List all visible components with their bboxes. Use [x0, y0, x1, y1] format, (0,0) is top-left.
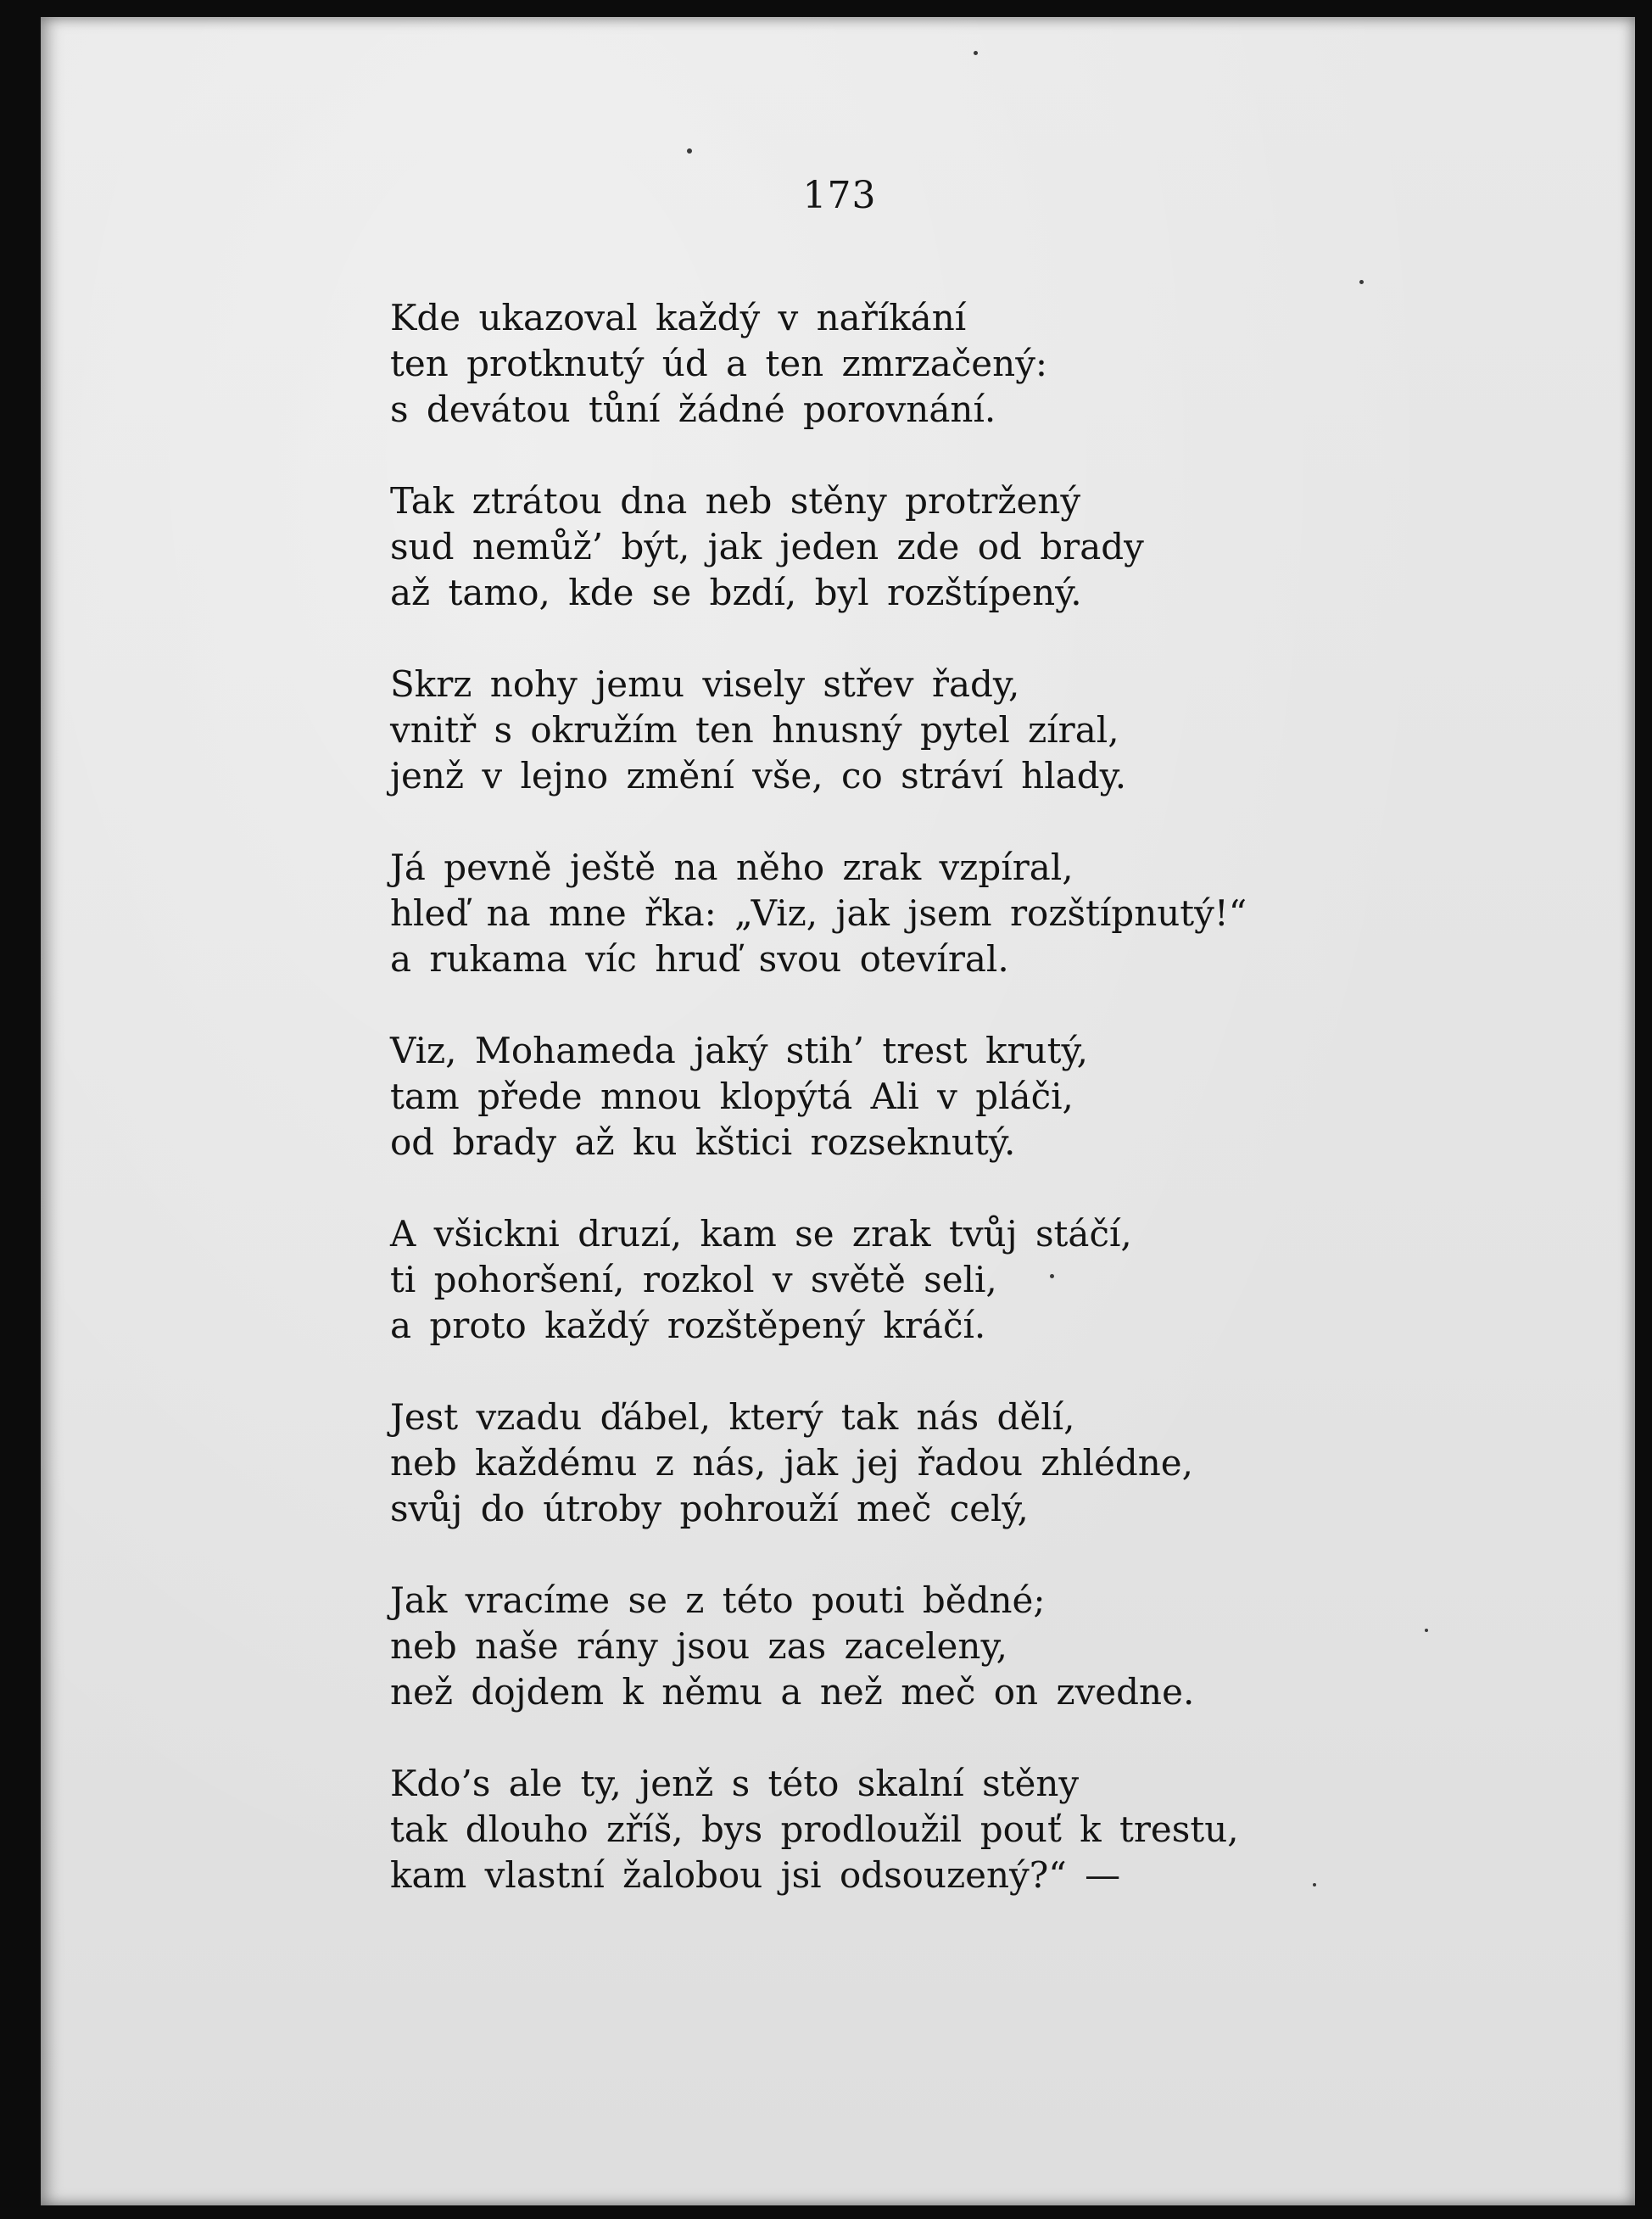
verse-line: ten protknutý úd a ten zmrzačený: — [390, 343, 1048, 384]
verse-line: s devátou tůní žádné porovnání. — [390, 388, 996, 430]
verse-line: Kdo’s ale ty, jenž s této skalní stěny — [390, 1763, 1080, 1804]
stanza — [390, 1395, 1594, 1532]
poem-text — [390, 295, 1594, 1898]
verse-line: Tak ztrátou dna neb stěny protržený — [390, 480, 1081, 522]
stanza — [390, 662, 1594, 799]
stanza — [390, 295, 1594, 433]
print-speck — [687, 148, 692, 154]
verse-line: tam přede mnou klopýtá Ali v pláči, — [390, 1076, 1074, 1117]
verse-line: a rukama víc hruď svou otevíral. — [390, 938, 1009, 980]
verse-line: až tamo, kde se bzdí, byl rozštípený. — [390, 572, 1082, 613]
page-number: 173 — [802, 174, 877, 217]
verse-line: jenž v lejno změní vše, co stráví hlady. — [390, 755, 1127, 796]
stanza — [390, 1211, 1594, 1349]
verse-line: neb každému z nás, jak jej řadou zhlédne, — [390, 1442, 1193, 1484]
verse-line: svůj do útroby pohrouží meč celý, — [390, 1488, 1029, 1529]
stanza — [390, 1578, 1594, 1715]
verse-line: sud nemůž’ být, jak jeden zde od brady — [390, 526, 1144, 567]
verse-line: ti pohoršení, rozkol v světě seli, — [390, 1259, 997, 1300]
verse-line: Jak vracíme se z této pouti bědné; — [390, 1579, 1046, 1621]
verse-line: A všickni druzí, kam se zrak tvůj stáčí, — [390, 1213, 1132, 1255]
verse-line: než dojdem k němu a než meč on zvedne. — [390, 1671, 1195, 1713]
verse-line: tak dlouho zříš, bys prodloužil pouť k trestu, — [390, 1808, 1239, 1850]
verse-line: neb naše rány jsou zas zaceleny, — [390, 1625, 1007, 1667]
verse-line: kam vlastní žalobou jsi odsouzený?“ — — [390, 1854, 1121, 1896]
verse-line: Kde ukazoval každý v naříkání — [390, 297, 967, 338]
print-speck — [974, 51, 978, 55]
print-speck — [1359, 280, 1364, 284]
stanza — [390, 1761, 1594, 1898]
verse-line: Já pevně ještě na něho zrak vzpíral, — [390, 847, 1074, 888]
verse-line: hleď na mne řka: „Viz, jak jsem rozštípnutý!“ — [390, 892, 1247, 934]
verse-line: a proto každý rozštěpený kráčí. — [390, 1305, 986, 1346]
stanza — [390, 478, 1594, 616]
stanza — [390, 845, 1594, 982]
stanza — [390, 1028, 1594, 1165]
verse-line: od brady až ku kštici rozseknutý. — [390, 1121, 1016, 1163]
verse-line: vnitř s okružím ten hnusný pytel zíral, — [390, 709, 1119, 751]
verse-line: Jest vzadu ďábel, který tak nás dělí, — [390, 1396, 1075, 1438]
verse-line: Viz, Mohameda jaký stih’ trest krutý, — [390, 1030, 1088, 1071]
verse-line: Skrz nohy jemu visely střev řady, — [390, 663, 1020, 705]
page-paper — [41, 17, 1635, 2205]
